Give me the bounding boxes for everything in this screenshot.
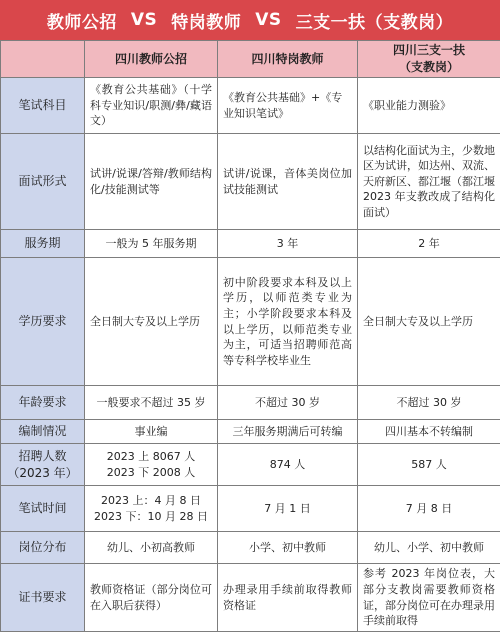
title-part-special-post: 特岗教师 — [171, 12, 242, 33]
row-label-certificate: 证书要求 — [1, 564, 85, 632]
cell-recruit-c1-line2: 2023 下 2008 人 — [106, 465, 196, 479]
row-label-interview: 面试形式 — [1, 134, 85, 230]
table-row-exam-time — [1, 486, 500, 532]
cell-exam-time-c1-line1: 2023 上：4 月 8 日 — [101, 493, 201, 507]
cell-recruit-c1 — [85, 444, 218, 486]
title-vs-1: VS — [130, 10, 158, 30]
column-header-three-supports — [358, 41, 500, 78]
column-header-three-supports-line2: （支教岗） — [398, 60, 459, 75]
cell-service-c2: 3 年 — [218, 230, 358, 258]
cell-exam-time-c3: 7 月 8 日 — [358, 486, 500, 532]
row-label-recruit-line2: （2023 年） — [7, 465, 78, 480]
row-label-exam-subject: 笔试科目 — [1, 78, 85, 134]
table-row-interview — [1, 134, 500, 230]
row-label-posts: 岗位分布 — [1, 532, 85, 564]
cell-staffing-c3: 四川基本不转编制 — [358, 420, 500, 444]
row-label-staffing: 编制情况 — [1, 420, 85, 444]
cell-age-c2: 不超过 30 岁 — [218, 386, 358, 420]
table-row-certificate — [1, 564, 500, 632]
cell-service-c1: 一般为 5 年服务期 — [85, 230, 218, 258]
cell-posts-c2: 小学、初中教师 — [218, 532, 358, 564]
cell-certificate-c1: 教师资格证（部分岗位可在入职后获得） — [85, 564, 218, 632]
cell-recruit-c2: 874 人 — [218, 444, 358, 486]
cell-staffing-c2: 三年服务期满后可转编 — [218, 420, 358, 444]
cell-interview-c3: 以结构化面试为主，少数地区为试讲，如达州、双流、天府新区、都江堰（都江堰 2023 年支教改成了结构化面试） — [358, 134, 500, 230]
title-part-teacher-recruitment: 教师公招 — [46, 12, 117, 33]
cell-education-c2: 初中阶段要求本科及以上学历，以师范类专业为主；小学阶段要求本科及以上学历，以师范类专业为主，可适当招聘师范高等专科学校毕业生 — [218, 258, 358, 386]
cell-posts-c1: 幼儿、小初高教师 — [85, 532, 218, 564]
table-row-education — [1, 258, 500, 386]
page-title — [0, 0, 500, 40]
row-label-exam-time: 笔试时间 — [1, 486, 85, 532]
cell-certificate-c2: 办理录用手续前取得教师资格证 — [218, 564, 358, 632]
table-row-exam-subject — [1, 78, 500, 134]
cell-education-c1: 全日制大专及以上学历 — [85, 258, 218, 386]
row-label-service: 服务期 — [1, 230, 85, 258]
table-row-staffing — [1, 420, 500, 444]
cell-recruit-c3: 587 人 — [358, 444, 500, 486]
row-label-age: 年龄要求 — [1, 386, 85, 420]
table-row-recruit — [1, 444, 500, 486]
cell-age-c3: 不超过 30 岁 — [358, 386, 500, 420]
table-row-posts — [1, 532, 500, 564]
title-vs-2: VS — [255, 10, 282, 30]
cell-interview-c2: 试讲/说课，音体美岗位加试技能测试 — [218, 134, 358, 230]
row-label-education: 学历要求 — [1, 258, 85, 386]
cell-posts-c3: 幼儿、小学、初中教师 — [358, 532, 500, 564]
cell-interview-c1: 试讲/说课/答辩/教师结构化/技能测试等 — [85, 134, 218, 230]
cell-exam-subject-c2: 《教育公共基础》+《专业知识笔试》 — [218, 78, 358, 134]
comparison-table — [0, 40, 500, 632]
table-row-age — [1, 386, 500, 420]
cell-education-c3: 全日制大专及以上学历 — [358, 258, 500, 386]
cell-exam-subject-c1: 《教育公共基础》（十学科专业知识/职测/彝/藏语文） — [85, 78, 218, 134]
row-label-recruit-line1: 招聘人数 — [18, 448, 67, 463]
cell-exam-subject-c3: 《职业能力测验》 — [358, 78, 500, 134]
cell-exam-time-c2: 7 月 1 日 — [218, 486, 358, 532]
column-header-special-post: 四川特岗教师 — [218, 41, 358, 78]
table-header-row — [1, 41, 500, 78]
cell-certificate-c3: 参考 2023 年岗位表，大部分支教岗需要教师资格证，部分岗位可在办理录用手续前取得 — [358, 564, 500, 632]
cell-recruit-c1-line1: 2023 上 8067 人 — [106, 449, 196, 463]
header-corner-cell — [1, 41, 85, 78]
row-label-recruit — [1, 444, 85, 486]
cell-service-c3: 2 年 — [358, 230, 500, 258]
cell-age-c1: 一般要求不超过 35 岁 — [85, 386, 218, 420]
cell-exam-time-c1-line2: 2023 下：10 月 28 日 — [94, 509, 208, 523]
column-header-teacher-recruitment: 四川教师公招 — [85, 41, 218, 78]
table-row-service — [1, 230, 500, 258]
cell-staffing-c1: 事业编 — [85, 420, 218, 444]
title-part-three-supports: 三支一扶（支教岗） — [295, 12, 454, 33]
cell-exam-time-c1 — [85, 486, 218, 532]
column-header-three-supports-line1: 四川三支一扶 — [392, 43, 465, 57]
